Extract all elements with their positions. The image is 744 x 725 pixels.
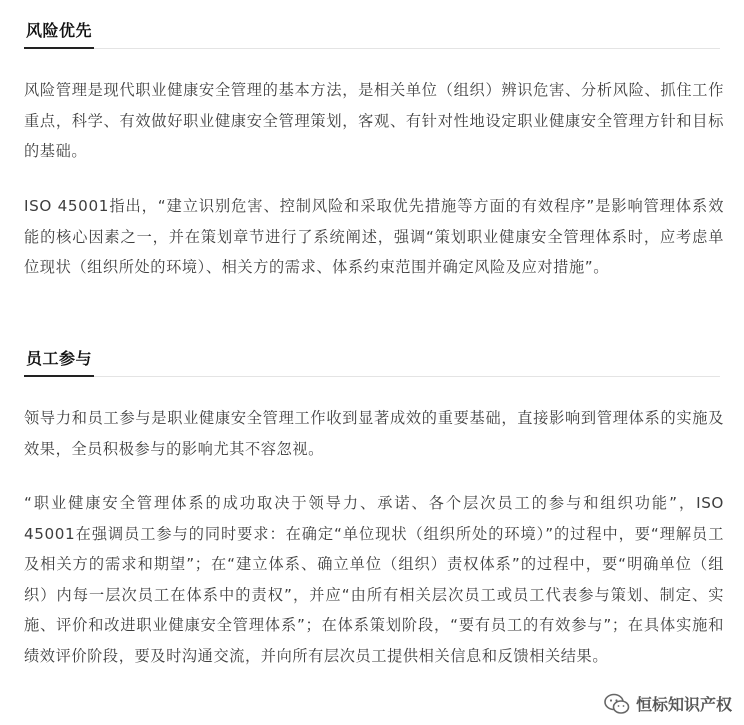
paragraph: 风险管理是现代职业健康安全管理的基本方法，是相关单位（组织）辨识危害、分析风险、抓住工作重点，科学、有效做好职业健康安全管理策划，客观、有针对性地设定职业健康安全管理方针和目标的基础。 [24, 81, 724, 160]
section-title: 风险优先 [24, 18, 94, 49]
paragraph: 领导力和员工参与是职业健康安全管理工作收到显著成效的重要基础，直接影响到管理体系的实施及效果，全员积极参与的影响尤其不容忽视。 [24, 409, 724, 458]
paragraph: ISO 45001指出，“建立识别危害、控制风险和采取优先措施等方面的有效程序”是影响管理体系效能的核心因素之一，并在策划章节进行了系统阐述，强调“策划职业健康安全管理体系时，应考虑单位现状（组织所处的环境）、相关方的需求、体系约束范围并确定风险及应对措施”。 [24, 197, 724, 276]
watermark [604, 692, 732, 715]
wechat-icon [604, 693, 630, 715]
paragraph: “职业健康安全管理体系的成功取决于领导力、承诺、各个层次员工的参与和组织功能”，ISO 45001在强调员工参与的同时要求：在确定“单位现状（组织所处的环境）”的过程中，要“理解员工及相关方的需求和期望”；在“建立体系、确立单位（组织）责权体系”的过程中，要“明确单位（组织）内每一层次员工在体系中的责权”，并应“由所有相关层次员工或员工代表参与策划、制定、实施、评价和改进职业健康安全管理体系”；在体系策划阶段，“要有员工的有效参与”；在具体实施和绩效评价阶段，要及时沟通交流，并向所有层次员工提供相关信息和反馈相关结果。 [24, 494, 724, 665]
section-heading-underline [24, 346, 720, 377]
watermark-text: 恒标知识产权 [635, 695, 732, 714]
section-title: 员工参与 [24, 346, 94, 377]
section-heading-underline [24, 18, 720, 49]
